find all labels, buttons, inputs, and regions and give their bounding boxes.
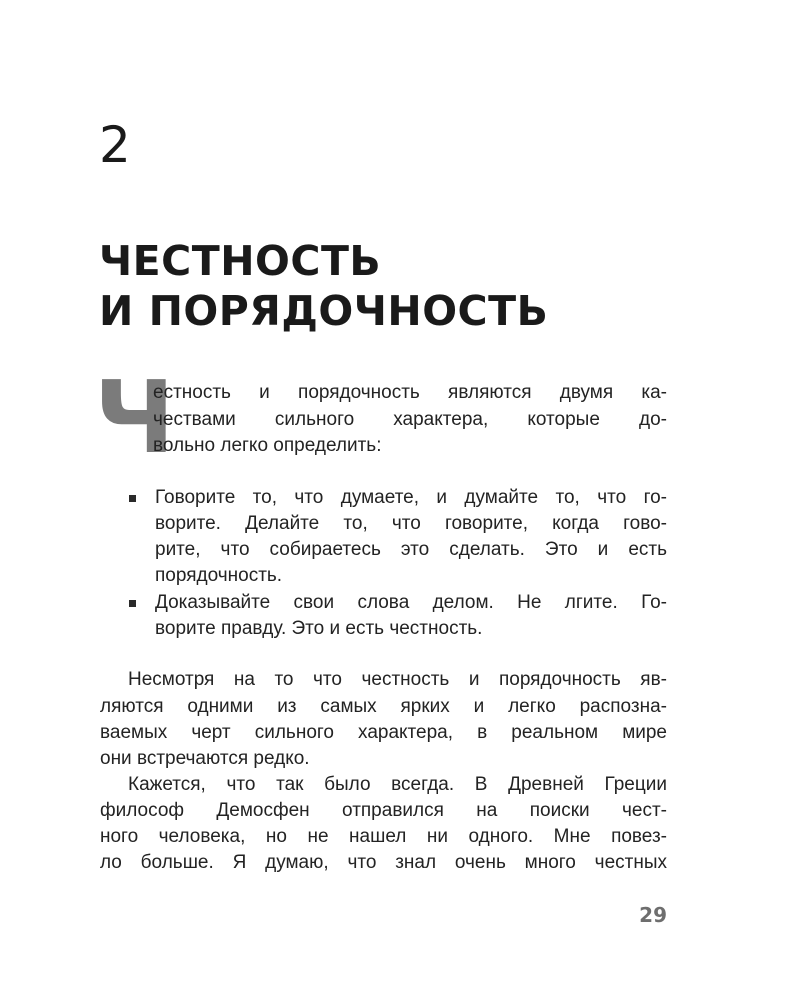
bullet-square-icon	[129, 495, 136, 502]
chapter-title	[99, 236, 548, 336]
bullet-line: ворите правду. Это и есть честность.	[155, 618, 483, 639]
bullet-line: Говорите то, что думаете, и думайте то, что го-	[155, 487, 667, 508]
paragraph-line: они встречаются редко.	[100, 748, 310, 769]
bullet-line: рите, что собираетесь это сделать. Это и есть	[155, 539, 667, 560]
paragraph-line: Несмотря на то что честность и порядочность яв-	[128, 669, 667, 690]
intro-line: естность и порядочность являются двумя ка-	[153, 382, 667, 403]
chapter-title-line-2: И ПОРЯДОЧНОСТЬ	[99, 287, 549, 335]
paragraph-line: ваемых черт сильного характера, в реальном мире	[100, 722, 667, 743]
bullet-line: порядочность.	[155, 565, 283, 586]
paragraph-line: ло больше. Я думаю, что знал очень много честных	[100, 852, 667, 873]
paragraph-line: ляются одними из самых ярких и легко распозна-	[100, 696, 667, 717]
chapter-title-line-1: ЧЕСТНОСТЬ	[99, 237, 382, 285]
intro-line: чествами сильного характера, которые до-	[153, 409, 667, 430]
drop-cap-letter: Ч	[94, 359, 175, 476]
page-number: 29	[639, 903, 667, 927]
paragraph-line: ного человека, но не нашел ни одного. Мне повез-	[100, 826, 667, 847]
intro-line: вольно легко определить:	[153, 435, 382, 456]
bullet-line: ворите. Делайте то, что говорите, когда гово-	[155, 513, 667, 534]
paragraph-line: Кажется, что так было всегда. В Древней Греции	[128, 774, 667, 795]
bullet-square-icon	[129, 600, 136, 607]
bullet-line: Доказывайте свои слова делом. Не лгите. Го-	[155, 592, 667, 613]
chapter-number: 2	[99, 116, 131, 174]
paragraph-line: философ Демосфен отправился на поиски чест-	[100, 800, 667, 821]
